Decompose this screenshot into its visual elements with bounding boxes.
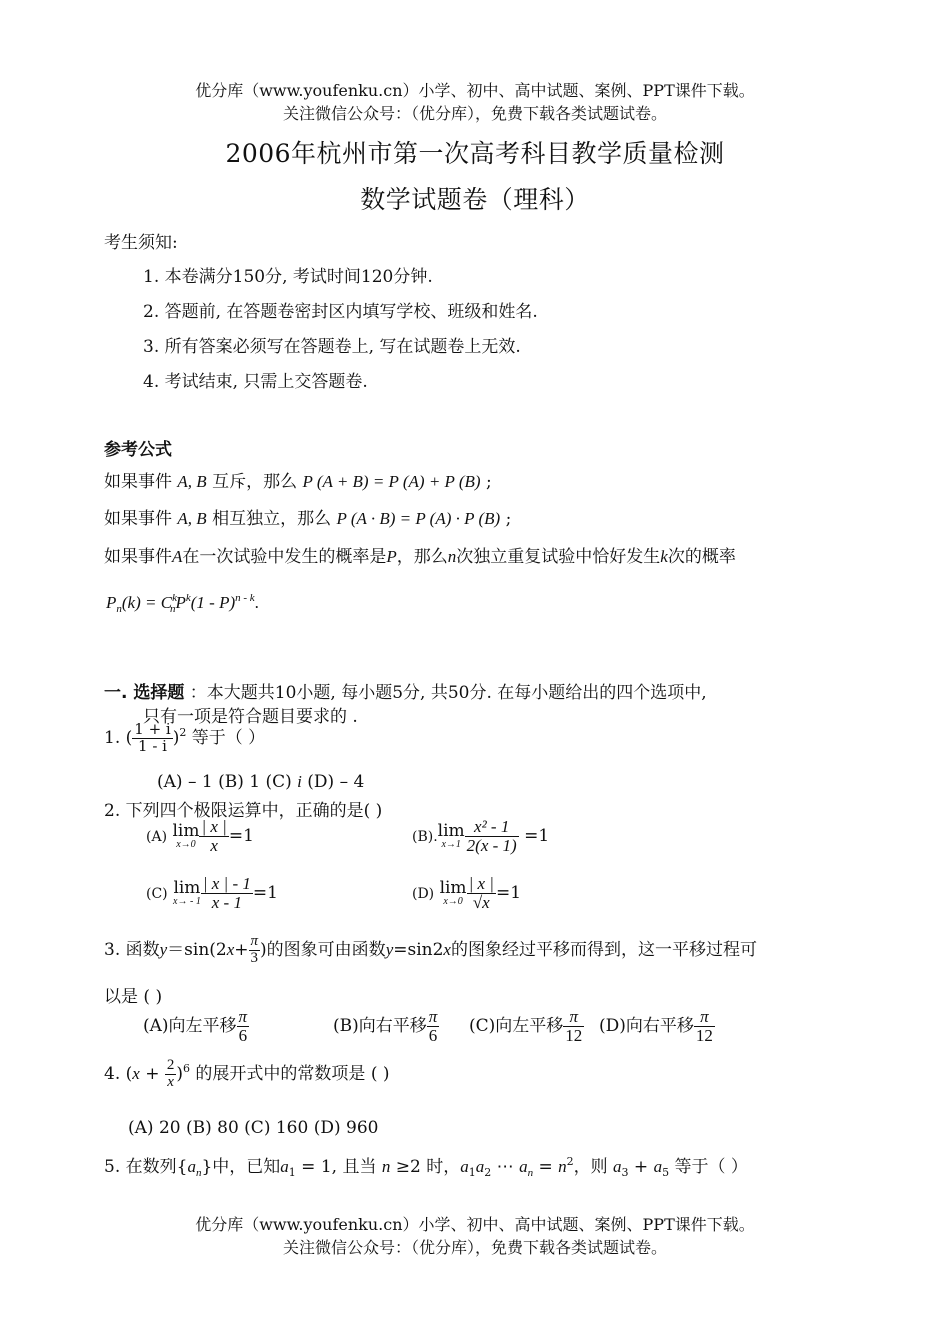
q2-c-label: (C) xyxy=(146,885,168,902)
q2-c-lim-word: lim xyxy=(173,877,201,898)
q2-b-den: 2(x - 1) xyxy=(466,835,517,855)
q3-stem-b: ＝sin(2 xyxy=(167,939,227,960)
q4-power: 6 xyxy=(183,1061,191,1075)
q3-stem-d: )的图象可由函数 xyxy=(260,939,386,960)
q4-fraction xyxy=(165,1058,177,1091)
section-1-description: ：本大题共10小题, 每小题5分, 共50分. 在每小题给出的四个选项中, xyxy=(184,683,707,703)
q2-b-label: (B). xyxy=(412,828,438,845)
q2-b-frac xyxy=(465,818,519,855)
q5-nvar: n xyxy=(381,1157,391,1176)
binomial-pp: P xyxy=(175,593,186,612)
section-1-line-2: 只有一项是符合题目要求的 . xyxy=(143,707,358,727)
q3-a-label: (A)向左平移 xyxy=(143,1015,237,1036)
q2-d-den: √x xyxy=(472,892,490,912)
binomial-arg: (k) = C xyxy=(121,593,173,612)
q5-sub-2: 2 xyxy=(484,1166,492,1179)
q1-frac-den: 1 - i xyxy=(138,736,167,755)
section-1-line-1 xyxy=(104,678,707,703)
q2-option-d xyxy=(412,875,521,912)
q5-text-k: ，则 xyxy=(573,1157,614,1177)
q2-a-den: x xyxy=(210,835,218,855)
q3-option-a xyxy=(143,1008,249,1045)
q3-frac-num: π xyxy=(250,933,259,949)
q3-b-label: (B)向右平移 xyxy=(333,1015,427,1036)
q5-an: a xyxy=(519,1157,528,1176)
q5-text-d: ≥2 时， xyxy=(390,1157,461,1177)
q2-d-label: (D) xyxy=(412,885,435,902)
q4-options: (A) 20 (B) 80 (C) 160 (D) 960 xyxy=(128,1118,379,1138)
q3-stem-y: y xyxy=(159,939,168,959)
formula-3-var-p: P xyxy=(386,547,397,566)
q2-a-num: | x | xyxy=(201,817,227,836)
q3-stem-x: x xyxy=(226,939,235,959)
q2-a-lim-word: lim xyxy=(172,820,200,841)
binomial-p-sup: k xyxy=(185,592,191,604)
q3-stem-h: 的图象经过平移而得到，这一平移过程可 xyxy=(450,939,757,960)
q5-plus: + xyxy=(628,1157,654,1177)
binomial-formula xyxy=(106,592,259,615)
q2-d-lim-word: lim xyxy=(439,877,467,898)
q1-options xyxy=(157,772,364,792)
q3-fraction xyxy=(249,934,261,967)
exam-subtitle: 数学试题卷（理科） xyxy=(360,185,590,214)
binomial-p: P xyxy=(106,593,117,612)
q4-frac-num: 2 xyxy=(166,1057,175,1073)
q1-options-text: (A) – 1 (B) 1 (C) xyxy=(157,772,298,792)
question-1 xyxy=(104,722,265,755)
q2-c-frac xyxy=(201,875,253,912)
q2-option-c xyxy=(146,875,278,912)
q2-b-lim xyxy=(437,820,465,850)
binomial-rest: (1 - P) xyxy=(190,593,236,612)
q1-power: 2 xyxy=(179,725,187,739)
q1-options-tail: (D) – 4 xyxy=(301,772,365,792)
formula-line-3 xyxy=(104,542,736,567)
formula-1-text: 如果事件 xyxy=(104,472,172,492)
q3-stem-g: x xyxy=(443,939,451,959)
formula-3-text-c: ，那么 xyxy=(396,547,448,567)
q2-b-lim-word: lim xyxy=(437,820,465,841)
q3-stem-f: =sin2 xyxy=(393,939,444,960)
question-5 xyxy=(104,1152,748,1179)
q5-one: 1 xyxy=(288,1166,296,1179)
q2-a-frac xyxy=(199,818,228,855)
formula-3-text-d: 次独立重复试验中恰好发生 xyxy=(456,547,661,567)
q4-number: 4. ( xyxy=(104,1063,133,1084)
q2-b-rhs: =1 xyxy=(524,825,550,846)
formula-1-end: ; xyxy=(486,472,492,492)
q4-close: ) xyxy=(176,1063,184,1084)
q3-stem-e: y xyxy=(385,939,394,959)
q2-c-lim-sub: x→ - 1 xyxy=(173,895,201,907)
q3-b-den: 6 xyxy=(428,1025,438,1045)
q5-text-b: }中，已知 xyxy=(201,1157,281,1177)
q4-plus: + xyxy=(139,1063,165,1084)
q2-a-label: (A) xyxy=(146,828,168,845)
q3-a-den: 6 xyxy=(238,1025,248,1045)
binomial-c-sup: k xyxy=(172,592,177,604)
footer-banner-line2: 关注微信公众号：（优分库），免费下载各类试题试卷。 xyxy=(282,1238,667,1257)
formula-1-expr: P (A + B) = P (A) + P (B) xyxy=(302,472,481,491)
q3-option-b xyxy=(333,1008,439,1045)
formula-2-text: 如果事件 xyxy=(104,509,172,529)
footer-banner-line1: 优分库（www.youfenku.cn）小学、初中、高中试题、案例、PPT课件下载。 xyxy=(195,1215,755,1234)
formula-line-2 xyxy=(104,504,511,529)
formula-2-mid: 相互独立，那么 xyxy=(212,509,332,529)
q5-prod: a xyxy=(460,1157,469,1176)
q3-d-label: (D)向右平移 xyxy=(599,1015,694,1036)
q3-d-frac xyxy=(694,1008,715,1045)
header-banner-line1: 优分库（www.youfenku.cn）小学、初中、高中试题、案例、PPT课件下载。 xyxy=(195,81,755,100)
q2-d-num: | x | xyxy=(468,874,494,893)
q5-sup-2: 2 xyxy=(566,1155,574,1168)
formula-2-vars: A, B xyxy=(177,509,207,528)
notice-heading: 考生须知: xyxy=(104,233,178,253)
formula-line-1 xyxy=(104,467,492,492)
q3-c-num: π xyxy=(563,1008,584,1027)
q3-a-frac xyxy=(237,1008,250,1045)
q2-d-lim xyxy=(439,877,467,907)
q2-d-rhs: =1 xyxy=(495,882,522,903)
q3-c-den: 12 xyxy=(565,1025,583,1045)
binomial-rest-sup: n - k xyxy=(235,592,255,604)
q3-option-c xyxy=(469,1008,584,1045)
q2-b-lim-sub: x→1 xyxy=(441,838,461,850)
q4-x: x xyxy=(132,1063,140,1083)
q5-text-c: = 1, 且当 xyxy=(295,1157,382,1177)
q2-stem: 2. 下列四个极限运算中，正确的是( ) xyxy=(104,801,383,821)
notice-item-2: 2. 答题前, 在答题卷密封区内填写学校、班级和姓名. xyxy=(143,302,538,322)
q2-d-lim-sub: x→0 xyxy=(443,895,463,907)
q3-line-2: 以是 ( ) xyxy=(104,987,163,1007)
q5-a3: a xyxy=(613,1157,622,1176)
q1-fraction xyxy=(132,722,172,755)
q1-tail: 等于（ ） xyxy=(191,727,266,748)
formula-3-var-k: k xyxy=(660,547,668,566)
q5-a: a xyxy=(187,1157,196,1176)
q3-a-num: π xyxy=(238,1007,248,1026)
formula-2-expr: P (A · B) = P (A) · P (B) xyxy=(336,509,501,528)
q2-b-num: x² - 1 xyxy=(465,818,519,837)
q2-c-rhs: =1 xyxy=(252,882,278,903)
q3-d-den: 12 xyxy=(695,1025,713,1045)
q5-n2: n xyxy=(558,1157,567,1176)
formula-3-text-b: 在一次试验中发生的概率是 xyxy=(182,547,387,567)
notice-item-3: 3. 所有答案必须写在答题卷上, 写在试题卷上无效. xyxy=(143,337,521,357)
q3-frac-den: 3 xyxy=(250,949,259,966)
q2-c-num: | x | - 1 xyxy=(202,874,251,893)
q1-close: ) xyxy=(172,727,180,748)
formula-2-end: ; xyxy=(505,509,512,529)
q2-option-b xyxy=(412,818,549,855)
section-1-label: 一. 选择题 xyxy=(104,683,185,703)
q5-tail: 等于（ ） xyxy=(669,1157,748,1177)
binomial-end: . xyxy=(254,593,259,612)
q5-sub-1: 1 xyxy=(468,1166,476,1179)
q5-a5: a xyxy=(653,1157,663,1176)
q2-a-lim-sub: x→0 xyxy=(176,838,196,850)
q3-d-num: π xyxy=(694,1008,715,1027)
formula-1-mid: 互斥，那么 xyxy=(212,472,298,492)
q3-b-num: π xyxy=(428,1007,438,1026)
binomial-c-sub: n xyxy=(169,603,176,615)
q2-option-a xyxy=(146,818,254,855)
q5-sub-3: 3 xyxy=(621,1166,629,1179)
q5-text-a: 5. 在数列{ xyxy=(104,1157,188,1177)
q2-c-lim xyxy=(173,877,201,907)
formula-3-var-a: A xyxy=(172,547,183,566)
notice-item-4: 4. 考试结束, 只需上交答题卷. xyxy=(143,372,368,392)
formula-3-text-a: 如果事件 xyxy=(104,547,172,567)
q4-frac-den: x xyxy=(167,1073,174,1090)
formula-1-vars: A, B xyxy=(177,472,207,491)
q1-option-c-var: i xyxy=(297,772,302,791)
q2-a-lim xyxy=(172,820,200,850)
q5-sub-5: 5 xyxy=(662,1166,670,1179)
q2-d-frac xyxy=(467,875,496,912)
question-4 xyxy=(104,1058,390,1091)
question-3 xyxy=(104,934,757,967)
q5-n: n xyxy=(195,1167,202,1179)
formulas-heading: 参考公式 xyxy=(104,440,172,460)
q5-sub-n: n xyxy=(527,1167,534,1179)
q1-number: 1. ( xyxy=(104,727,133,748)
notice-item-1: 1. 本卷满分150分, 考试时间120分钟. xyxy=(143,267,433,287)
q3-stem-a: 3. 函数 xyxy=(104,939,160,960)
q3-c-label: (C)向左平移 xyxy=(469,1015,564,1036)
q5-equals: = xyxy=(533,1157,559,1177)
q5-a1: a xyxy=(280,1157,289,1176)
q5-dots: ⋯ xyxy=(491,1157,520,1177)
header-banner-line2: 关注微信公众号：（优分库），免费下载各类试题试卷。 xyxy=(282,104,667,123)
q2-c-den: x - 1 xyxy=(211,892,242,912)
q4-tail: 的展开式中的常数项是 ( ) xyxy=(190,1063,390,1084)
q5-prod2: a xyxy=(475,1157,485,1176)
q3-b-frac xyxy=(427,1008,440,1045)
q3-c-frac xyxy=(563,1008,584,1045)
q2-a-rhs: =1 xyxy=(228,825,254,846)
q3-option-d xyxy=(599,1008,715,1045)
binomial-p-sub: n xyxy=(116,603,122,615)
q3-stem-c: + xyxy=(234,939,249,960)
q1-frac-num: 1 + i xyxy=(134,720,171,738)
formula-3-text-e: 次的概率 xyxy=(667,547,736,567)
formula-3-var-n: n xyxy=(447,547,457,566)
exam-title: 2006年杭州市第一次高考科目教学质量检测 xyxy=(225,139,725,168)
